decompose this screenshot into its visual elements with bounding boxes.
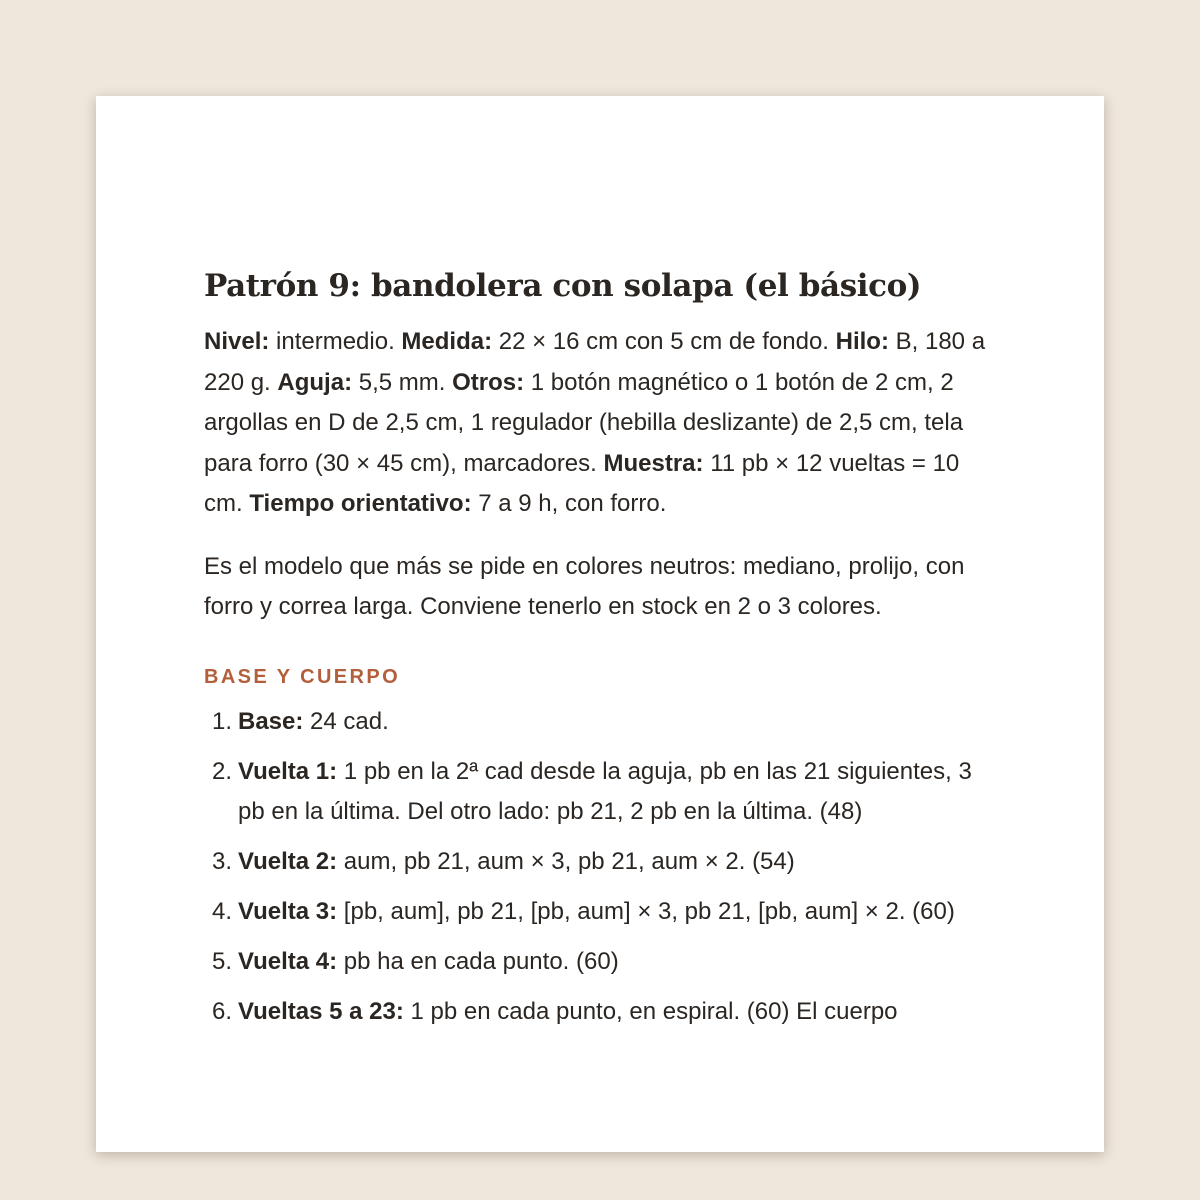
- yarn-value: B, 180 a 220 g.: [204, 328, 986, 396]
- step-item: [204, 892, 1004, 932]
- step-number: 1.: [211, 707, 232, 735]
- step-text: 1 pb en cada punto, en espiral. (60) El cuerpo: [403, 997, 898, 1025]
- level-label: Nivel:: [204, 328, 270, 355]
- hook-value: 5,5 mm.: [352, 368, 453, 396]
- step-item: [204, 942, 1004, 982]
- step-text: 1 pb en la 2ª cad desde la aguja, pb en las 21 siguientes, 3 pb en la última. Del otro lado: pb 21, 2 pb en la última. (48): [238, 757, 972, 825]
- step-number: 4.: [211, 897, 232, 925]
- other-materials-value: 1 botón magnético o 1 botón de 2 cm, 2 argollas en D de 2,5 cm, 1 regulador (hebilla deslizante) de 2,5 cm, tela para forro (30 × 45 cm), marcadores.: [204, 368, 964, 477]
- time-label: Tiempo orientativo:: [249, 490, 472, 517]
- step-label: Base:: [238, 707, 304, 735]
- steps-list: [204, 702, 1004, 1032]
- step-number: 3.: [211, 847, 232, 875]
- step-number: 6.: [211, 997, 232, 1025]
- pattern-content: [204, 264, 1004, 1042]
- step-number: 5.: [211, 947, 232, 975]
- step-text: aum, pb 21, aum × 3, pb 21, aum × 2. (54): [337, 847, 795, 875]
- step-label: Vuelta 3:: [238, 897, 338, 925]
- size-value: 22 × 16 cm con 5 cm de fondo.: [492, 328, 836, 355]
- yarn-label: Hilo:: [835, 328, 889, 355]
- step-label: Vuelta 2:: [238, 847, 338, 875]
- level-value: intermedio.: [269, 328, 402, 355]
- gauge-value: 11 pb × 12 vueltas = 10 cm.: [204, 449, 960, 517]
- step-text: [pb, aum], pb 21, [pb, aum] × 3, pb 21, [pb, aum] × 2. (60): [337, 897, 955, 925]
- step-label: Vueltas 5 a 23:: [238, 997, 404, 1025]
- hook-label: Aguja:: [277, 368, 353, 396]
- step-label: Vuelta 4:: [238, 947, 338, 975]
- step-item: [204, 992, 1004, 1032]
- section-heading: BASE Y CUERPO: [204, 665, 401, 688]
- other-materials-label: Otros:: [452, 368, 525, 396]
- size-label: Medida:: [401, 328, 493, 355]
- step-item: [204, 842, 1004, 882]
- pattern-specs: [204, 322, 1004, 525]
- step-item: [204, 752, 1004, 832]
- pattern-intro: Es el modelo que más se pide en colores neutros: mediano, prolijo, con forro y correa larga. Conviene tenerlo en stock en 2 o 3 colores.: [204, 552, 965, 620]
- step-text: 24 cad.: [303, 707, 389, 735]
- step-text: pb ha en cada punto. (60): [337, 947, 619, 975]
- document-page: [96, 96, 1104, 1152]
- step-label: Vuelta 1:: [238, 757, 338, 785]
- step-item: [204, 702, 1004, 742]
- pattern-title: Patrón 9: bandolera con solapa (el básico): [204, 268, 922, 304]
- time-value: 7 a 9 h, con forro.: [471, 490, 667, 517]
- gauge-label: Muestra:: [603, 449, 704, 477]
- step-number: 2.: [211, 757, 232, 785]
